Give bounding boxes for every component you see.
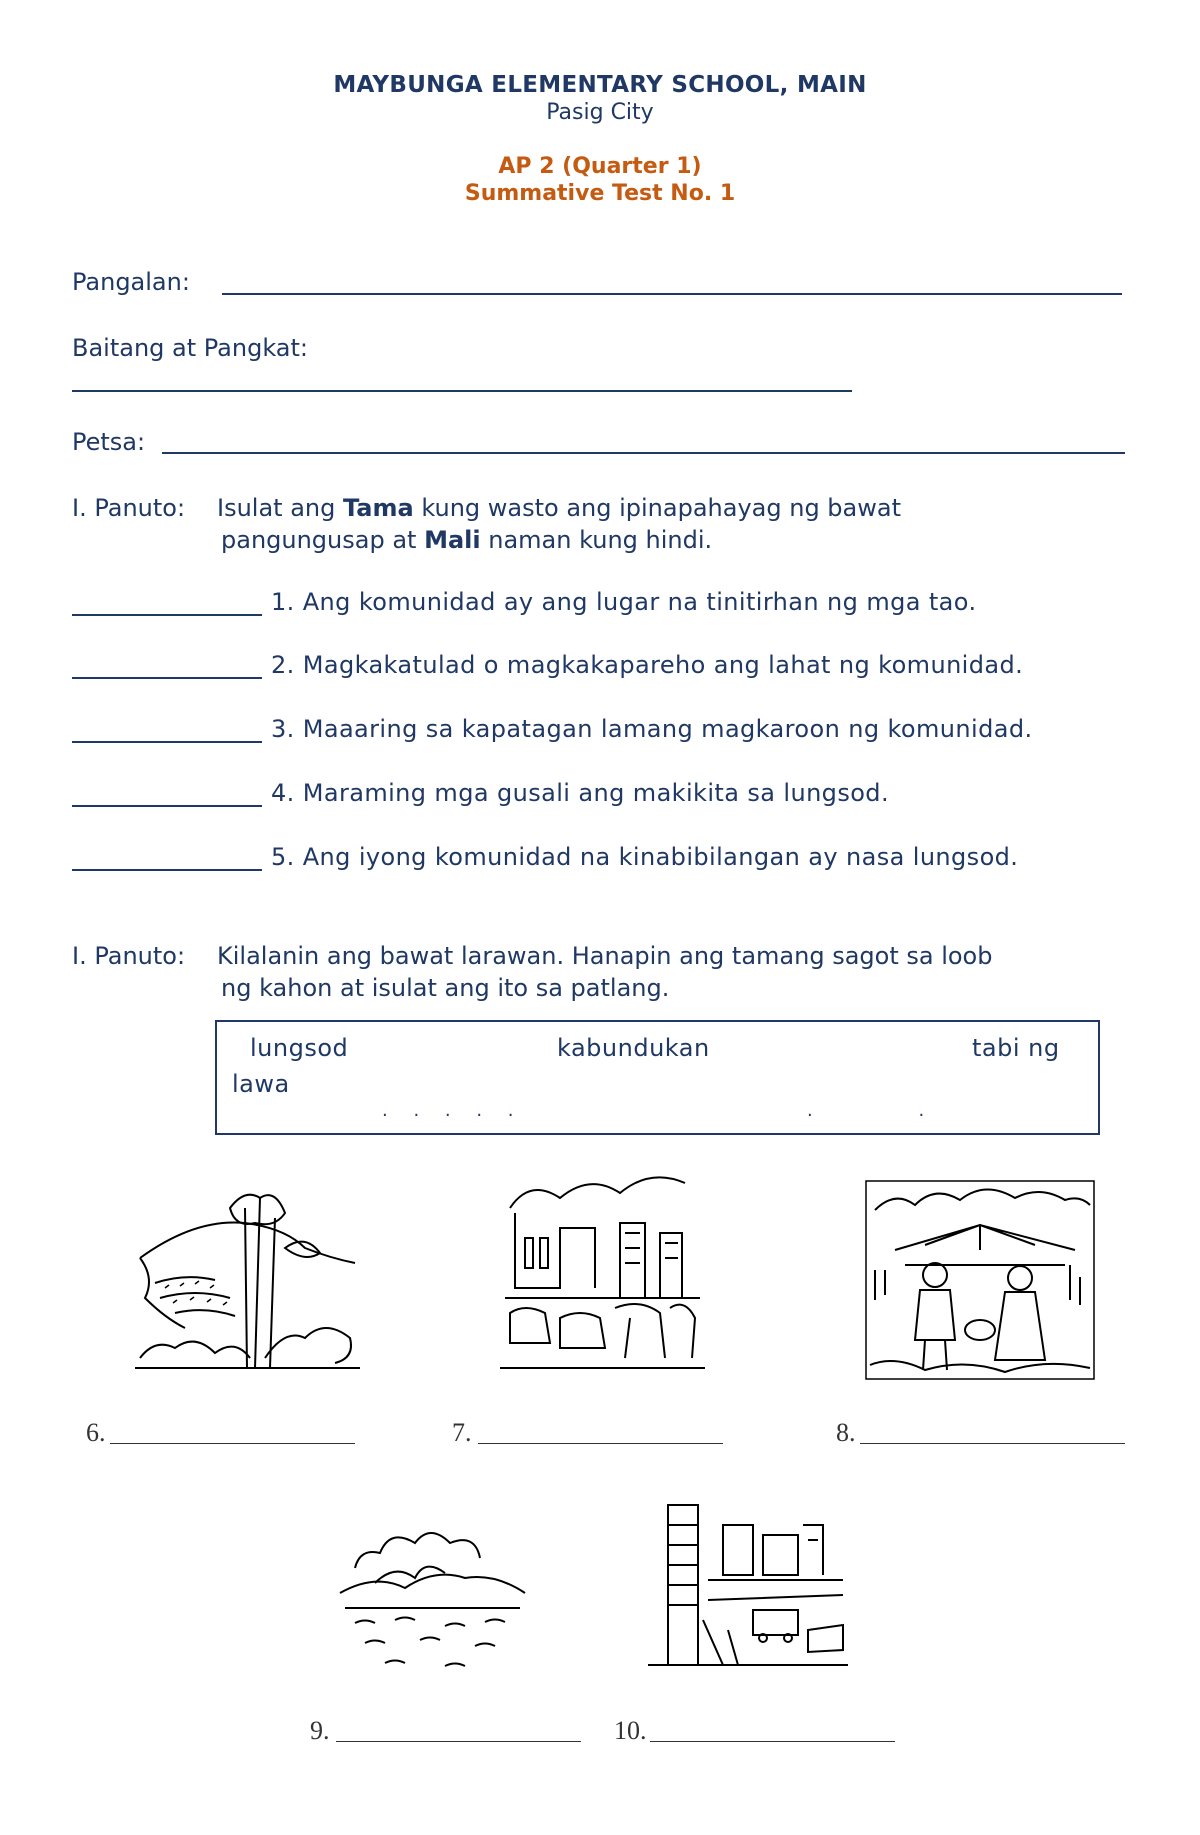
- answer-line-9[interactable]: [336, 1741, 581, 1742]
- choice-lawa: lawa: [232, 1070, 290, 1098]
- choice-kabundukan: kabundukan: [557, 1034, 710, 1062]
- item-1: 1. Ang komunidad ay ang lugar na tinitirhan ng mga tao.: [271, 588, 977, 616]
- answer-line-8[interactable]: [860, 1443, 1125, 1444]
- city-picture: [500, 1168, 705, 1373]
- item-4: 4. Maraming mga gusali ang makikita sa lungsod.: [271, 779, 889, 807]
- item-5: 5. Ang iyong komunidad na kinabibilangan ay nasa lungsod.: [271, 843, 1019, 871]
- answer-line-5[interactable]: [72, 869, 262, 871]
- name-line[interactable]: [222, 293, 1122, 295]
- part1-instruction-line2: pangungusap at Mali naman kung hindi.: [221, 526, 713, 554]
- part2-instruction-line1: Kilalanin ang bawat larawan. Hanapin ang tamang sagot sa loob: [217, 942, 993, 970]
- picture-number-6: 6.: [86, 1418, 106, 1447]
- grade-label: Baitang at Pangkat:: [72, 334, 309, 362]
- picture-number-8: 8.: [836, 1418, 856, 1447]
- choice-lungsod: lungsod: [250, 1034, 349, 1062]
- answer-line-1[interactable]: [72, 614, 262, 616]
- name-label: Pangalan:: [72, 268, 190, 296]
- mountain-picture: [135, 1188, 360, 1378]
- school-city: Pasig City: [546, 100, 654, 125]
- date-label: Petsa:: [72, 428, 146, 456]
- part1-prefix: I. Panuto:: [72, 494, 186, 522]
- answer-line-6[interactable]: [110, 1443, 355, 1444]
- answer-line-4[interactable]: [72, 805, 262, 807]
- lake-picture: [335, 1518, 530, 1673]
- item-2: 2. Magkakatulad o magkakapareho ang lahat ng komunidad.: [271, 651, 1024, 679]
- part2-prefix: I. Panuto:: [72, 942, 186, 970]
- farm-picture: [865, 1180, 1095, 1380]
- city-street-picture: [648, 1500, 848, 1668]
- school-name: MAYBUNGA ELEMENTARY SCHOOL, MAIN: [333, 72, 867, 98]
- choice-tabi-ng: tabi ng: [972, 1034, 1060, 1062]
- grade-line[interactable]: [72, 390, 852, 392]
- answer-line-10[interactable]: [650, 1741, 895, 1742]
- answer-line-3[interactable]: [72, 741, 262, 743]
- answer-line-7[interactable]: [478, 1443, 723, 1444]
- date-line[interactable]: [162, 452, 1125, 454]
- decorative-dots: . . . . .: [382, 1100, 524, 1121]
- picture-number-10: 10.: [614, 1716, 647, 1745]
- subject-title: AP 2 (Quarter 1): [498, 154, 702, 179]
- choices-box: [215, 1020, 1100, 1135]
- decorative-dots-2: . .: [807, 1100, 975, 1121]
- answer-line-2[interactable]: [72, 677, 262, 679]
- test-title: Summative Test No. 1: [464, 181, 736, 206]
- part2-instruction-line2: ng kahon at isulat ang ito sa patlang.: [221, 974, 670, 1002]
- picture-number-9: 9.: [310, 1716, 330, 1745]
- part1-instruction-line1: Isulat ang Tama kung wasto ang ipinapahayag ng bawat: [217, 494, 901, 522]
- item-3: 3. Maaaring sa kapatagan lamang magkaroon ng komunidad.: [271, 715, 1033, 743]
- picture-number-7: 7.: [452, 1418, 472, 1447]
